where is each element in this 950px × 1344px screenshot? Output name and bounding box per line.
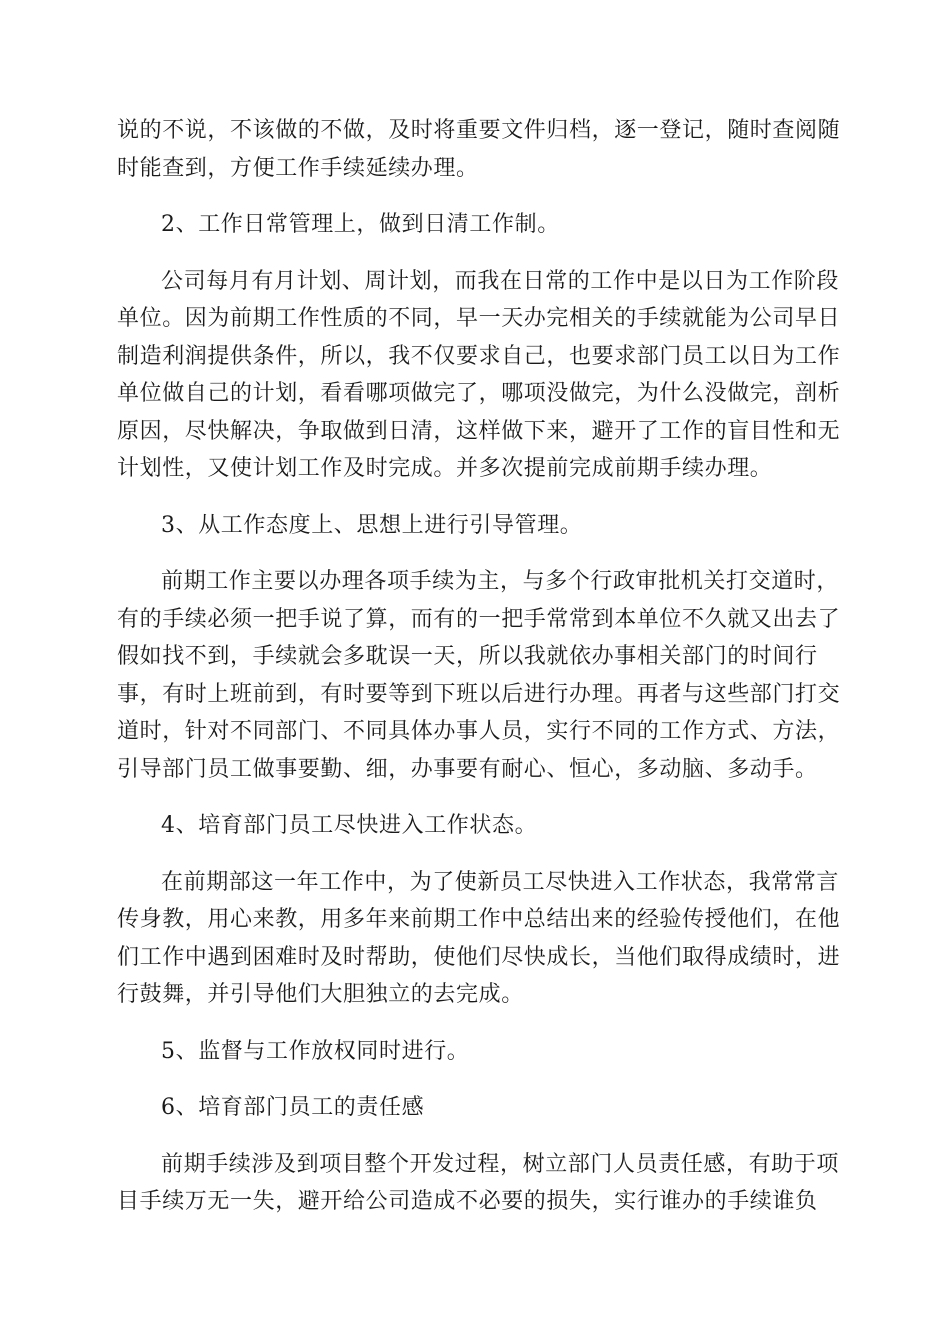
text-line: 引导部门员工做事要勤、细，办事要有耐心、恒心，多动脑、多动手。 bbox=[117, 756, 818, 782]
text-line: 单位。因为前期工作性质的不同，早一天办完相关的手续就能为公司早日 bbox=[117, 306, 841, 331]
section-heading-3 bbox=[117, 507, 837, 545]
document-body bbox=[117, 112, 841, 1240]
heading-text: 3、从工作态度上、思想上进行引导管理。 bbox=[161, 512, 583, 538]
section-heading-6 bbox=[117, 1089, 837, 1127]
text-line: 前期工作主要以办理各项手续为主，与多个行政审批机关打交道时， bbox=[161, 569, 840, 594]
paragraph-daily-management bbox=[117, 263, 841, 488]
text-line: 公司每月有月计划、周计划，而我在日常的工作中是以日为工作阶段 bbox=[161, 268, 840, 294]
text-line: 道时，针对不同部门、不同具体办事人员，实行不同的工作方式、方法， bbox=[117, 719, 841, 744]
heading-text: 6、培育部门员工的责任感 bbox=[161, 1095, 425, 1120]
text-line: 时能查到，方便工作手续延续办理。 bbox=[117, 155, 479, 181]
paragraph-archiving-continued bbox=[117, 112, 841, 187]
section-heading-2 bbox=[117, 206, 837, 244]
paragraph-attitude-guidance bbox=[117, 563, 841, 788]
paragraph-staff-training bbox=[117, 864, 841, 1014]
text-line: 计划性，又使计划工作及时完成。并多次提前完成前期手续办理。 bbox=[117, 456, 773, 481]
text-line: 制造利润提供条件，所以，我不仅要求自己，也要求部门员工以日为工作 bbox=[117, 343, 841, 369]
paragraph-responsibility bbox=[117, 1146, 840, 1221]
text-line: 假如找不到，手续就会多耽误一天，所以我就依办事相关部门的时间行 bbox=[117, 644, 818, 669]
heading-text: 4、培育部门员工尽快进入工作状态。 bbox=[161, 813, 538, 838]
heading-text: 2、工作日常管理上，做到日清工作制。 bbox=[161, 212, 560, 237]
text-line: 传身教，用心来教，用多年来前期工作中总结出来的经验传授他们，在他 bbox=[117, 907, 841, 932]
text-line: 单位做自己的计划，看看哪项做完了，哪项没做完，为什么没做完，剖析 bbox=[117, 381, 841, 406]
text-line: 们工作中遇到困难时及时帮助，使他们尽快成长，当他们取得成绩时，进 bbox=[117, 944, 841, 970]
text-line: 事，有时上班前到，有时要等到下班以后进行办理。再者与这些部门打交 bbox=[117, 681, 841, 707]
text-line: 原因，尽快解决，争取做到日清，这样做下来，避开了工作的盲目性和无 bbox=[117, 418, 841, 444]
text-line: 在前期部这一年工作中，为了使新员工尽快进入工作状态，我常常言 bbox=[161, 869, 840, 895]
text-line: 前期手续涉及到项目整个开发过程，树立部门人员责任感，有助于项 bbox=[161, 1151, 840, 1177]
text-line: 说的不说，不该做的不做，及时将重要文件归档，逐一登记，随时查阅随 bbox=[117, 118, 841, 143]
text-line: 目手续万无一失，避开给公司造成不必要的损失，实行谁办的手续谁负 bbox=[117, 1189, 818, 1214]
text-line: 有的手续必须一把手说了算，而有的一把手常常到本单位不久就又出去了 bbox=[117, 606, 841, 632]
section-heading-4 bbox=[117, 807, 837, 845]
text-line: 行鼓舞，并引导他们大胆独立的去完成。 bbox=[117, 982, 524, 1007]
heading-text: 5、监督与工作放权同时进行。 bbox=[161, 1038, 470, 1064]
section-heading-5 bbox=[117, 1033, 837, 1071]
